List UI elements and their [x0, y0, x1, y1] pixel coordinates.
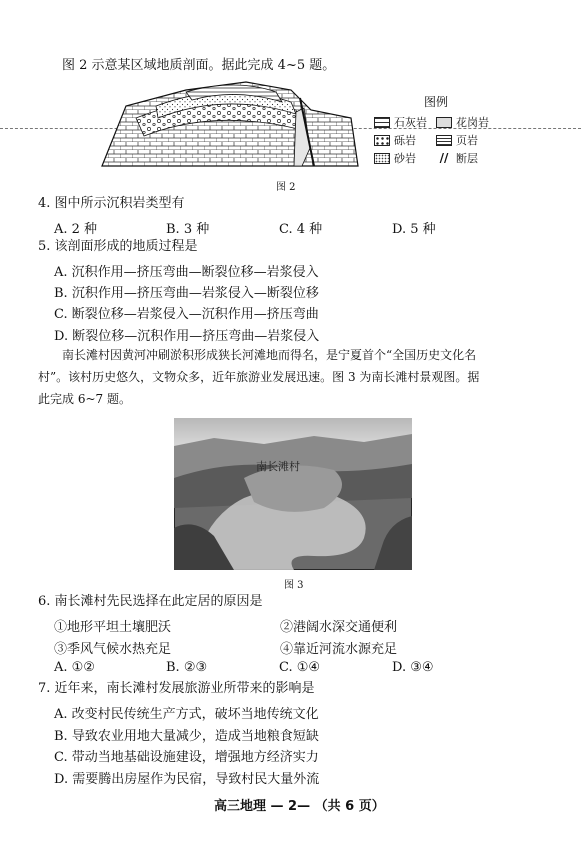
legend-label: 砂岩 [394, 152, 416, 165]
q7-option-c: C. 带动当地基础设施建设，增强地方经济实力 [54, 750, 319, 765]
q6-item-1: ①地形平坦土壤肥沃 [54, 620, 172, 635]
photo-label-text: 南长滩村 [256, 460, 300, 473]
q4-option-b: B. 3 种 [166, 222, 210, 237]
q7-stem: 7. 近年来，南长滩村发展旅游业所带来的影响是 [38, 681, 315, 696]
legend-label: 断层 [456, 152, 478, 165]
intro-text: 图 2 示意某区域地质剖面。据此完成 4~5 题。 [62, 58, 336, 73]
q7-option-b: B. 导致农业用地大量减少，造成当地粮食短缺 [54, 729, 319, 744]
village-photo [174, 418, 412, 570]
q5-option-d: D. 断裂位移—沉积作用—挤压弯曲—岩浆侵入 [54, 329, 320, 344]
q4-stem: 4. 图中所示沉积岩类型有 [38, 196, 185, 211]
legend-title: 图例 [424, 95, 449, 109]
legend-item-shale [436, 132, 478, 148]
q7-option-a: A. 改变村民传统生产方式，破坏当地传统文化 [54, 707, 319, 722]
legend-item-fault [436, 150, 478, 166]
q4-option-d: D. 5 种 [392, 222, 436, 237]
q5-option-c: C. 断裂位移—岩浆侵入—沉积作用—挤压弯曲 [54, 307, 319, 322]
q6-item-2: ②港阔水深交通便利 [280, 620, 398, 635]
legend-item-sandstone [374, 150, 416, 166]
q7-option-d: D. 需要腾出房屋作为民宿，导致村民大量外流 [54, 772, 320, 787]
q6-option-a: A. ①② [54, 660, 95, 675]
legend-item-limestone [374, 114, 427, 130]
q6-option-d: D. ③④ [392, 660, 434, 675]
fig2-caption: 图 2 [276, 182, 296, 193]
q4-option-a: A. 2 种 [54, 222, 98, 237]
q6-item-4: ④靠近河流水源充足 [280, 642, 398, 657]
passage-line-3: 此完成 6~7 题。 [38, 392, 131, 406]
q5-stem: 5. 该剖面形成的地质过程是 [38, 239, 198, 254]
q6-item-3: ③季风气候水热充足 [54, 642, 172, 657]
q6-option-c: C. ①④ [279, 660, 321, 675]
granite-swatch [436, 117, 452, 128]
geologic-section-figure [96, 78, 364, 173]
sandstone-swatch [374, 153, 390, 164]
fig3-caption: 图 3 [284, 580, 304, 591]
conglomerate-swatch [374, 135, 390, 146]
q6-stem: 6. 南长滩村先民选择在此定居的原因是 [38, 594, 263, 609]
shale-swatch [436, 135, 452, 146]
fault-symbol-icon: // [439, 151, 449, 165]
legend-label: 砾岩 [394, 134, 416, 147]
legend-item-granite [436, 114, 489, 130]
q6-option-b: B. ②③ [166, 660, 208, 675]
passage-line-1: 南长滩村因黄河冲刷淤积形成狭长河滩地而得名，是宁夏首个“全国历史文化名 [62, 348, 477, 362]
legend-label: 页岩 [456, 134, 478, 147]
legend-label: 石灰岩 [394, 116, 427, 129]
q4-option-c: C. 4 种 [279, 222, 323, 237]
legend-label: 花岗岩 [456, 116, 489, 129]
q5-option-b: B. 沉积作用—挤压弯曲—岩浆侵入—断裂位移 [54, 286, 319, 301]
limestone-swatch [374, 117, 390, 128]
passage-line-2: 村”。该村历史悠久，文物众多，近年旅游业发展迅速。图 3 为南长滩村景观图。据 [38, 370, 480, 384]
page-footer: 高三地理 — 2— （共 6 页） [214, 799, 385, 814]
q5-option-a: A. 沉积作用—挤压弯曲—断裂位移—岩浆侵入 [54, 265, 319, 280]
legend-item-conglomerate [374, 132, 416, 148]
